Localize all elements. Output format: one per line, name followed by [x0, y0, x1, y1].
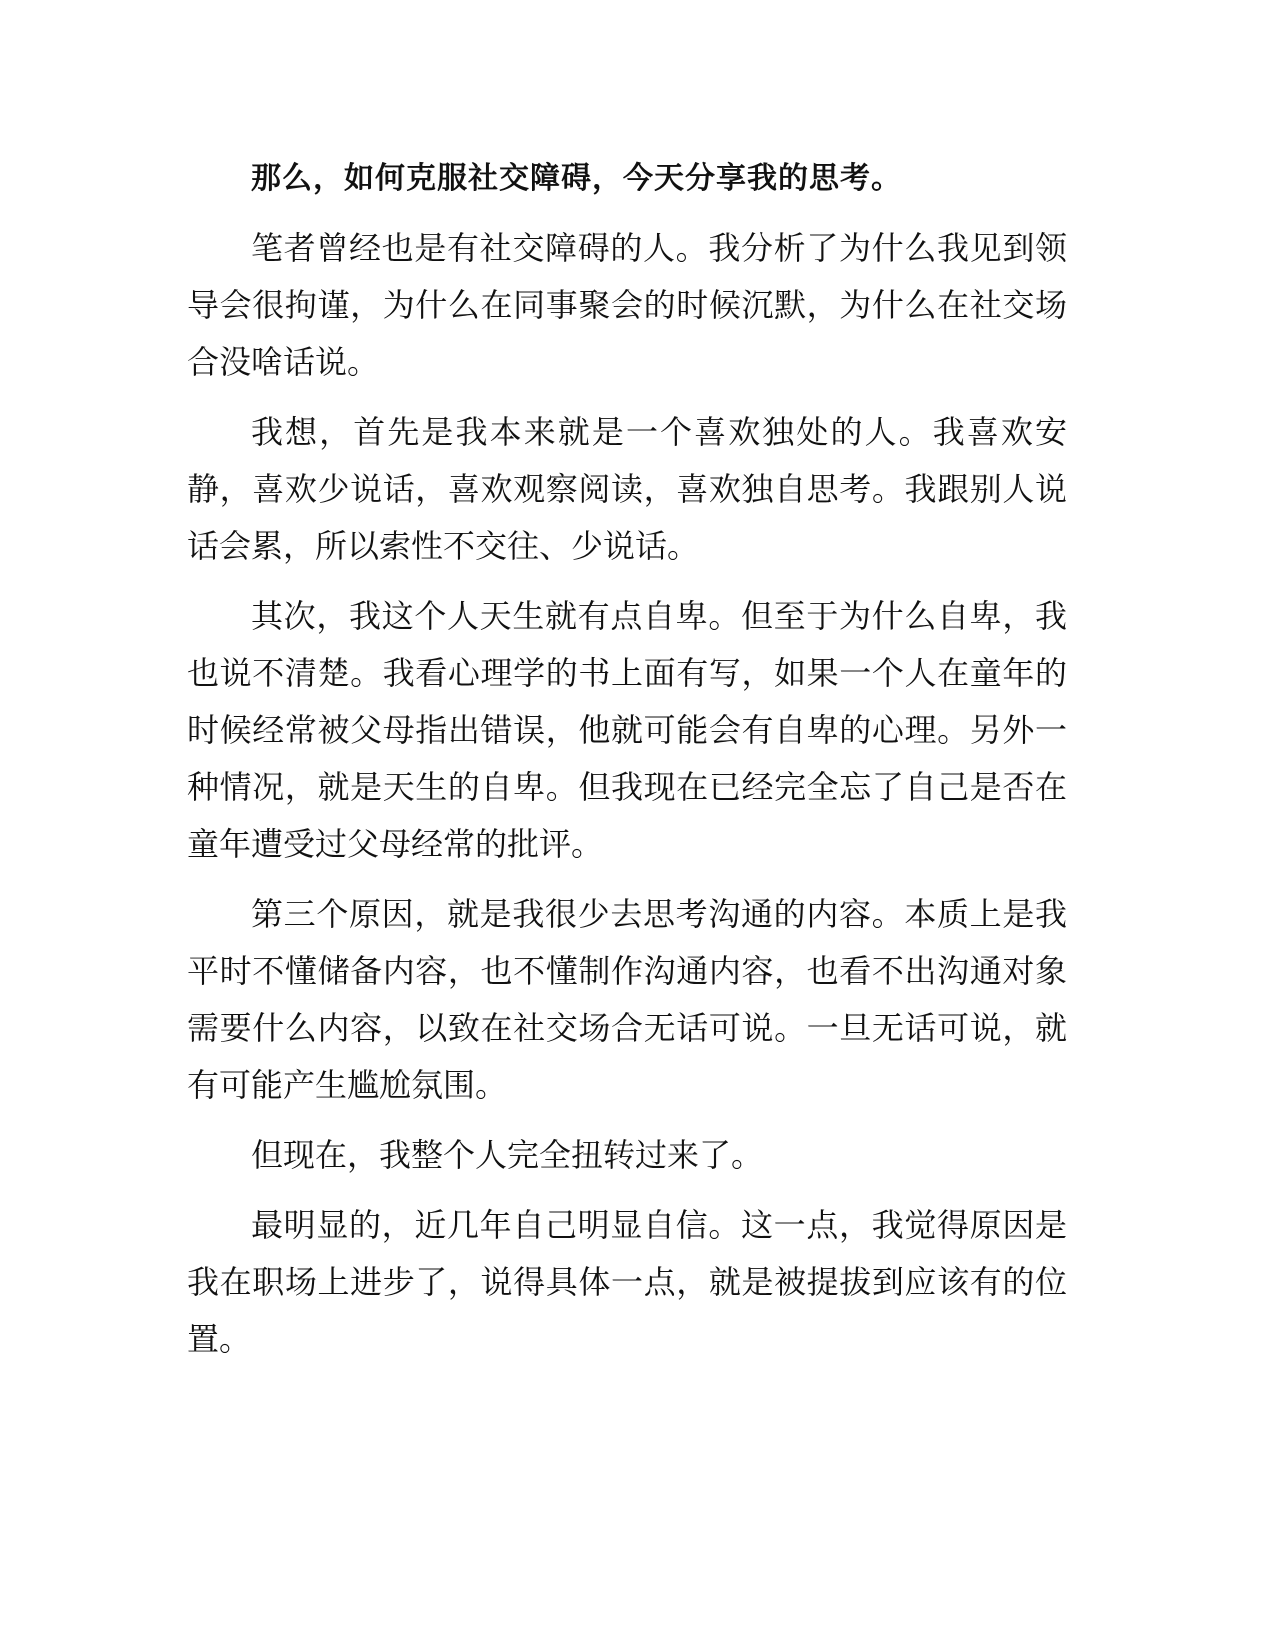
paragraph-confidence: 最明显的，近几年自己明显自信。这一点，我觉得原因是我在职场上进步了，说得具体一点，就是被提拔到应该有的位置。 — [187, 1206, 1067, 1358]
document-body — [187, 150, 1067, 1381]
paragraph-third-reason: 第三个原因，就是我很少去思考沟通的内容。本质上是我平时不懂储备内容，也不懂制作沟通内容，也看不出沟通对象需要什么内容，以致在社交场合无话可说。一旦无话可说，就有可能产生尴尬氛围。 — [187, 895, 1067, 1104]
paragraph-second-reason: 其次，我这个人天生就有点自卑。但至于为什么自卑，我也说不清楚。我看心理学的书上面有写，如果一个人在童年的时候经常被父母指出错误，他就可能会有自卑的心理。另外一种情况，就是天生的自卑。但我现在已经完全忘了自己是否在童年遭受过父母经常的批评。 — [187, 597, 1067, 863]
paragraph-first-reason: 我想，首先是我本来就是一个喜欢独处的人。我喜欢安静，喜欢少说话，喜欢观察阅读，喜欢独自思考。我跟别人说话会累，所以索性不交往、少说话。 — [187, 413, 1067, 565]
paragraph-social-anxiety: 笔者曾经也是有社交障碍的人。我分析了为什么我见到领导会很拘谨，为什么在同事聚会的时候沉默，为什么在社交场合没啥话说。 — [187, 229, 1067, 381]
intro-paragraph: 那么，如何克服社交障碍，今天分享我的思考。 — [251, 161, 902, 196]
paragraph-turnaround: 但现在，我整个人完全扭转过来了。 — [251, 1136, 764, 1174]
